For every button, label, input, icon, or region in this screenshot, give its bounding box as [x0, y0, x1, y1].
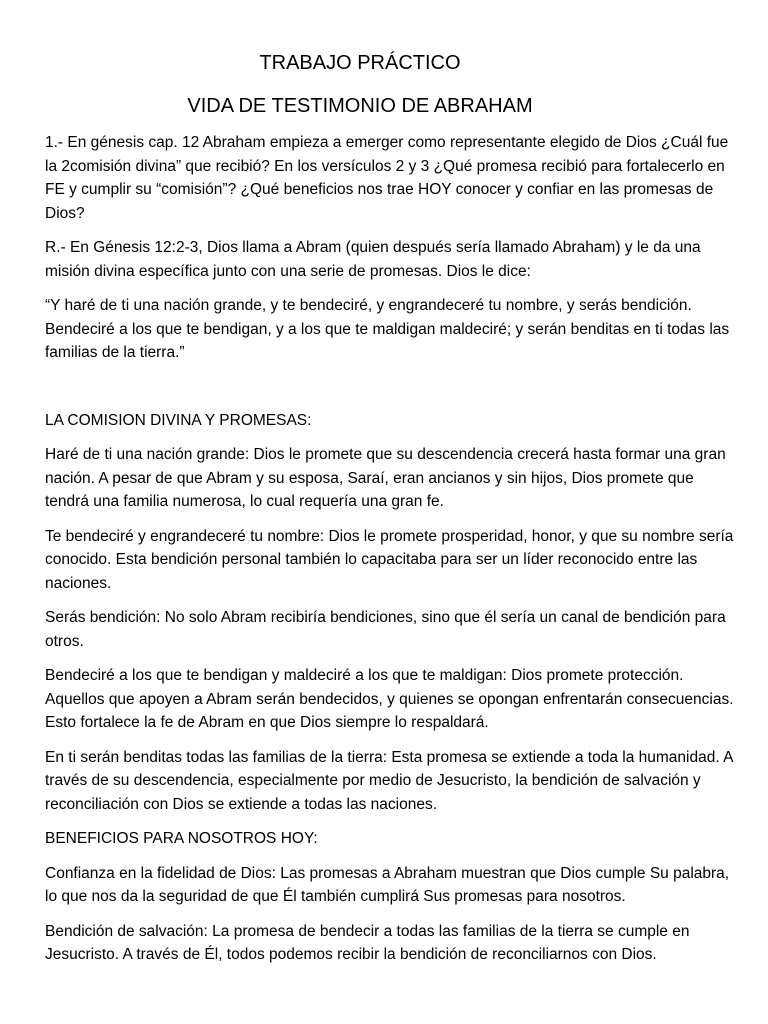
benefit-paragraph: Confianza en la fidelidad de Dios: Las promesas a Abraham muestran que Dios cumple Su palabra, lo que nos da la seguridad de que Él también cumplirá Sus promesas para nosotros.	[45, 864, 730, 905]
answer-intro-paragraph: R.- En Génesis 12:2-3, Dios llama a Abram (quien después sería llamado Abraham) y le da una misión divina específica junto con una serie de promesas. Dios le dice:	[45, 239, 701, 280]
promise-paragraph: En ti serán benditas todas las familias de la tierra: Esta promesa se extiende a toda la humanidad. A través de su descendencia, especialmente por medio de Jesucristo, la bendición de salvación y reconciliación con Dios se extiende a todas las naciones.	[45, 748, 733, 813]
document-body	[45, 131, 735, 978]
promise-paragraph: Te bendeciré y engrandeceré tu nombre: Dios le promete prosperidad, honor, y que su nombre sería conocido. Esta bendición personal también lo capacitaba para ser un líder reconocido entre las naciones.	[45, 527, 734, 592]
document-subtitle: VIDA DE TESTIMONIO DE ABRAHAM	[187, 95, 533, 117]
document-title: TRABAJO PRÁCTICO	[259, 52, 461, 74]
promise-paragraph: Bendeciré a los que te bendigan y maldeciré a los que te maldigan: Dios promete protección. Aquellos que apoyen a Abram serán bendecidos, y quienes se opongan enfrentarán consecuencias. Esto fortalece la fe de Abram en que Dios siempre lo respaldará.	[45, 667, 734, 731]
question-paragraph: 1.- En génesis cap. 12 Abraham empieza a emerger como representante elegido de Dios ¿Cuál fue la 2comisión divina” que recibió? En los versículos 2 y 3 ¿Qué promesa recibió para fortalecerlo en FE y cumplir su “comisión”? ¿Qué beneficios nos trae HOY conocer y confiar en las promesas de Dios?	[45, 134, 729, 222]
benefit-paragraph: Bendición de salvación: La promesa de bendecir a todas las familias de la tierra se cumple en Jesucristo. A través de Él, todos podemos recibir la bendición de reconciliarnos con Dios.	[45, 922, 690, 963]
promise-paragraph: Serás bendición: No solo Abram recibiría bendiciones, sino que él sería un canal de bendición para otros.	[45, 609, 726, 650]
blank-line	[45, 376, 735, 409]
section-heading-benefits: BENEFICIOS PARA NOSOTROS HOY:	[45, 830, 318, 847]
scripture-quote-paragraph: “Y haré de ti una nación grande, y te bendeciré, y engrandeceré tu nombre, y serás bendición. Bendeciré a los que te bendigan, y a los que te maldigan maldeciré; y serán benditas en ti todas las familias de la tierra.”	[45, 297, 730, 361]
section-heading-commission: LA COMISION DIVINA Y PROMESAS:	[45, 411, 312, 429]
promise-paragraph: Haré de ti una nación grande: Dios le promete que su descendencia crecerá hasta formar una gran nación. A pesar de que Abram y su esposa, Saraí, eran ancianos y sin hijos, Dios promete que tendrá una familia numerosa, lo cual requería una gran fe.	[45, 446, 726, 510]
